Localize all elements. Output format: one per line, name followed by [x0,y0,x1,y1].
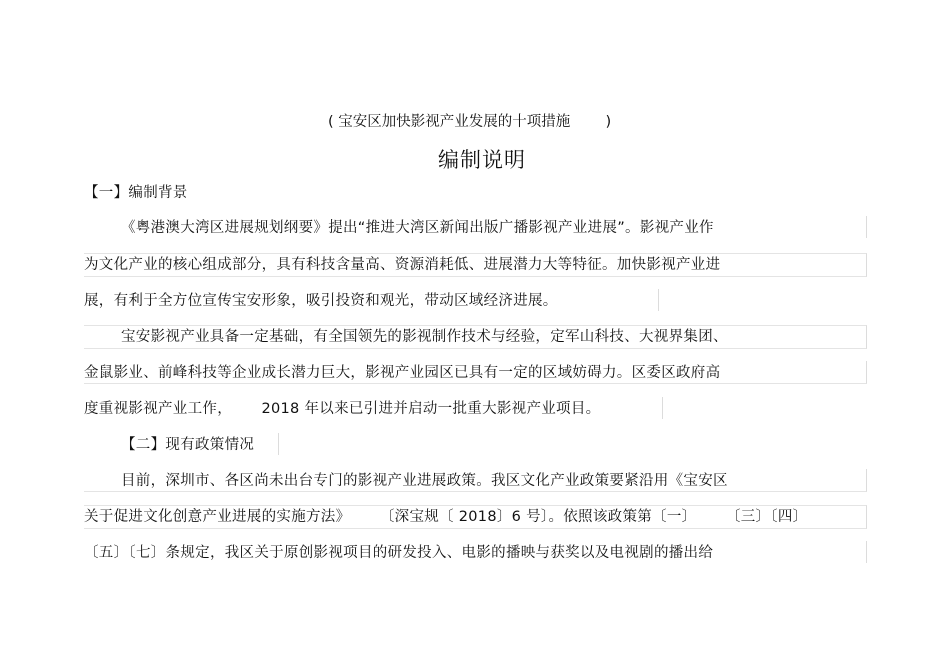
subtitle-text: 宝安区加快影视产业发展的十项措施 [338,114,571,130]
subtitle-close-paren: ) [605,114,612,130]
paragraph-line: 展，有利于全方位宣传宝安形象，吸引投资和观光，带动区域经济进展。 [84,293,558,309]
paragraph-line: 《粤港澳大湾区进展规划纲要》提出“推进大湾区新闻出版广播影视产业进展”。影视产业作 [121,220,714,236]
paragraph-line: 关于促进文化创意产业进展的实施方法》 〔深宝规〔 2018〕6 号〕。依照该政策第〔一〕 〔三〕〔四〕 [84,509,808,525]
paragraph-line: 宝安影视产业具备一定基础，有全国领先的影视制作技术与经验，定军山科技、大视界集团、 [121,329,728,345]
document-subtitle [328,112,611,132]
section-heading-background: 【一】编制背景 [84,185,188,201]
subtitle-open-paren: ( [328,114,334,130]
paragraph-line: 为文化产业的核心组成部分，具有科技含量高、资源消耗低、进展潜力大等特征。加快影视产业进 [84,257,721,273]
document-title: 编制说明 [438,148,526,172]
paragraph-line: 度重视影视产业工作， 2018 年以来已引进并启动一批重大影视产业项目。 [84,401,601,417]
section-heading-policy: 【二】现有政策情况 [121,437,255,453]
paragraph-line: 金鼠影业、前峰科技等企业成长潜力巨大，影视产业园区已具有一定的区域妨碍力。区委区政府高 [84,365,721,381]
paragraph-line: 〔五〕〔七〕条规定，我区关于原创影视项目的研发投入、电影的播映与获奖以及电视剧的播出给 [84,545,714,561]
paragraph-line: 目前，深圳市、各区尚未出台专门的影视产业进展政策。我区文化产业政策要紧沿用《宝安区 [121,473,728,489]
